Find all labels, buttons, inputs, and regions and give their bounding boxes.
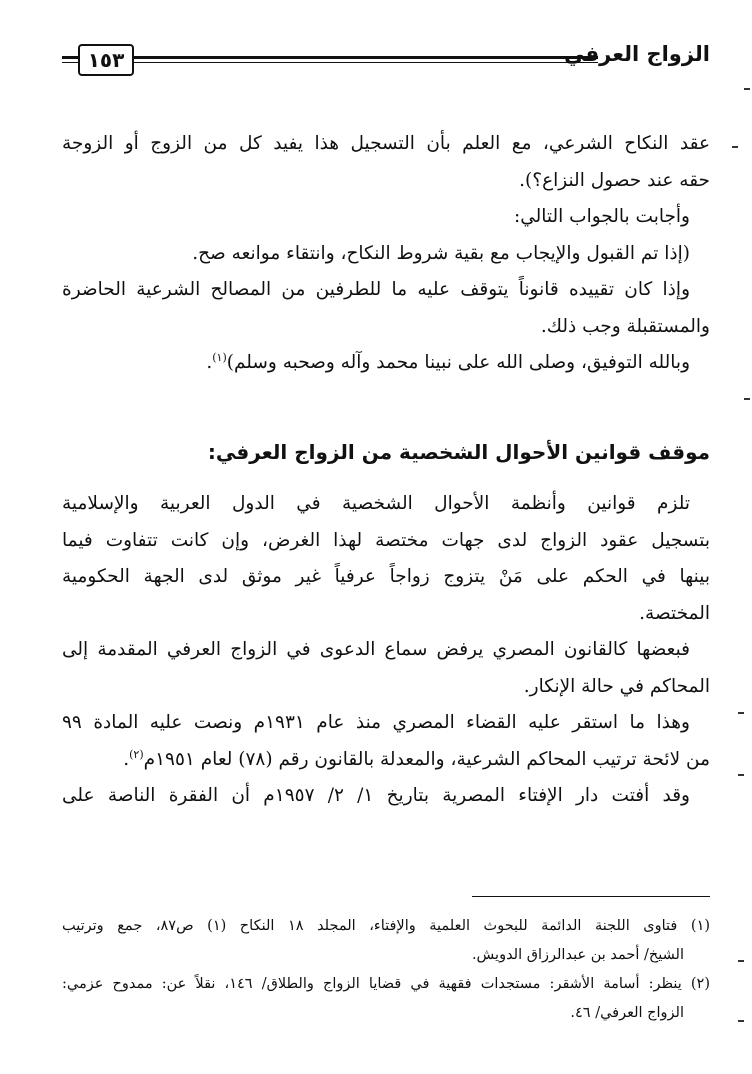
body-line: المختصة.	[639, 602, 710, 624]
body-line: (إذا تم القبول والإيجاب مع بقية شروط النكاح، وانتقاء موانعه صح.	[192, 242, 690, 264]
running-title: الزواج العرفي	[564, 42, 710, 66]
section-heading: موقف قوانين الأحوال الشخصية من الزواج العرفي:	[207, 440, 710, 464]
body-text-bottom	[62, 486, 710, 815]
body-text-top	[62, 126, 710, 382]
page-header	[62, 44, 710, 76]
margin-mark	[738, 712, 744, 714]
body-line-with-footnote	[62, 345, 710, 382]
period: .	[206, 352, 213, 373]
body-line-text: وبالله التوفيق، وصلى الله على نبينا محمد وآله وصحبه وسلم)	[226, 352, 690, 373]
page-number: ١٥٣	[78, 44, 134, 76]
body-line: تلزم قوانين وأنظمة الأحوال الشخصية في الدول العربية والإسلامية	[62, 493, 690, 514]
body-line: وهذا ما استقر عليه القضاء المصري منذ عام ١٩٣١م ونصت عليه المادة ٩٩	[62, 712, 690, 733]
body-line-with-footnote	[62, 742, 710, 779]
footnote-line: الشيخ/ أحمد بن عبدالرزاق الدويش.	[471, 947, 684, 963]
margin-mark	[738, 960, 744, 962]
footnotes	[62, 912, 710, 1028]
body-line: حقه عند حصول النزاع؟).	[519, 169, 710, 191]
body-line: بينها في الحكم على مَنْ يتزوج زواجاً عرفياً غير موثق لدى الجهة الحكومية	[62, 566, 710, 587]
body-line: فبعضها كالقانون المصري يرفض سماع الدعوى في الزواج العرفي المقدمة إلى	[62, 639, 690, 660]
body-line: عقد النكاح الشرعي، مع العلم بأن التسجيل هذا يفيد كل من الزوج أو الزوجة	[62, 133, 710, 154]
header-rule-left	[62, 56, 78, 63]
margin-mark	[744, 398, 750, 400]
body-line: بتسجيل عقود الزواج لدى جهات مختصة لهذا الغرض، وإن كانت تتفاوت فيما	[62, 529, 710, 551]
period: .	[123, 748, 130, 770]
margin-mark	[744, 88, 750, 90]
margin-mark	[732, 146, 738, 148]
body-line: وأجابت بالجواب التالي:	[514, 206, 690, 227]
footnote-separator	[472, 896, 710, 897]
margin-mark	[738, 1020, 744, 1022]
body-line: وإذا كان تقييده قانوناً يتوقف عليه ما للطرفين من المصالح الشرعية الحاضرة	[62, 279, 690, 300]
body-line: والمستقبلة وجب ذلك.	[540, 315, 710, 337]
header-rule	[132, 56, 598, 63]
footnote-line: (١) فتاوى اللجنة الدائمة للبحوث العلمية والإفتاء، المجلد ١٨ النكاح (١) ص٨٧، جمع وترتيب	[62, 918, 711, 934]
footnote-ref-2: (٢)	[129, 747, 144, 761]
footnote-ref-1: (١)	[212, 350, 227, 364]
body-line: وقد أفتت دار الإفتاء المصرية بتاريخ ١/ ٢/ ١٩٥٧م أن الفقرة الناصة على	[62, 785, 690, 806]
footnote-line: (٢) ينظر: أسامة الأشقر: مستجدات فقهية في قضايا الزواج والطلاق/ ١٤٦، نقلاً عن: ممدوح عزمي:	[62, 976, 711, 992]
body-line: المحاكم في حالة الإنكار.	[523, 675, 710, 697]
body-line-text: من لائحة ترتيب المحاكم الشرعية، والمعدلة بالقانون رقم (٧٨) لعام ١٩٥١م	[143, 748, 710, 770]
footnote-line: الزواج العرفي/ ٤٦.	[570, 1005, 684, 1021]
margin-mark	[738, 774, 744, 776]
